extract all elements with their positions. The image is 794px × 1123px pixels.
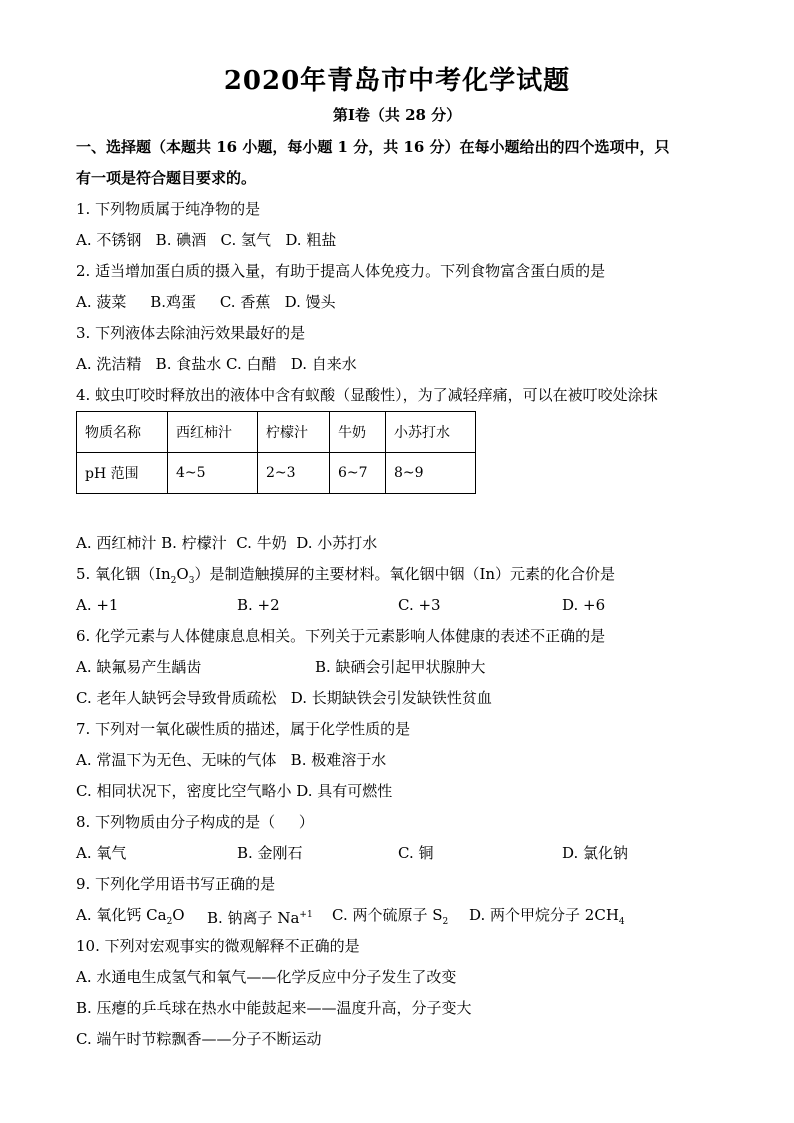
q5-option-a: A. +1 — [76, 596, 119, 614]
q5-option-c: C. +3 — [398, 596, 441, 614]
q8-option-a: A. 氧气 — [76, 844, 127, 862]
q8-stem: 8. 下列物质由分子构成的是（ ） — [76, 813, 314, 831]
q9-option-a-text: A. 氧化钙 Ca — [76, 906, 167, 924]
q3-options: A. 洗洁精 B. 食盐水 C. 白醋 D. 自来水 — [76, 355, 357, 373]
ph-table-cell: 4~5 — [168, 453, 258, 494]
q6-option-b: B. 缺硒会引起甲状腺肿大 — [315, 658, 486, 676]
ph-table-cell: 6~7 — [330, 453, 386, 494]
q9-option-d — [469, 905, 625, 932]
subscript: 2 — [166, 917, 173, 927]
q6-option-a: A. 缺氟易产生龋齿 — [76, 658, 202, 676]
section-heading-line1: 一、选择题（本题共 16 小题，每小题 1 分，共 16 分）在每小题给出的四个选项中，只 — [76, 138, 670, 156]
exam-subtitle: 第Ⅰ卷（共 28 分） — [332, 106, 462, 124]
q5-stem-part: 5. 氧化铟（In — [76, 565, 171, 583]
q10-option-a: A. 水通电生成氢气和氧气——化学反应中分子发生了改变 — [76, 968, 457, 986]
q9-option-d-text: D. 两个甲烷分子 2CH — [469, 906, 619, 924]
ph-table-cell: 2~3 — [258, 453, 330, 494]
q9-option-a — [76, 905, 185, 932]
q8-option-b: B. 金刚石 — [237, 844, 303, 862]
q5-option-b: B. +2 — [237, 596, 280, 614]
q9-option-c — [332, 905, 448, 932]
q6-options-cd: C. 老年人缺钙会导致骨质疏松 D. 长期缺铁会引发缺铁性贫血 — [76, 689, 492, 707]
ph-table — [76, 411, 476, 494]
q9-options — [76, 905, 726, 925]
q4-stem: 4. 蚊虫叮咬时释放出的液体中含有蚁酸（显酸性），为了减轻痒痛，可以在被叮咬处涂抹 — [76, 386, 658, 404]
q6-stem: 6. 化学元素与人体健康息息相关。下列关于元素影响人体健康的表述不正确的是 — [76, 627, 606, 645]
q2-options: A. 菠菜 B.鸡蛋 C. 香蕉 D. 馒头 — [76, 293, 336, 311]
ph-table-header-cell: 小苏打水 — [386, 412, 476, 453]
ph-table-header-row — [77, 412, 476, 453]
exam-title: 2020年青岛市中考化学试题 — [223, 66, 571, 96]
q1-stem: 1. 下列物质属于纯净物的是 — [76, 200, 261, 218]
q7-stem: 7. 下列对一氧化碳性质的描述，属于化学性质的是 — [76, 720, 411, 738]
q5-stem-part: O — [176, 565, 189, 583]
q8-options — [76, 843, 726, 863]
ph-table-cell: pH 范围 — [77, 453, 168, 494]
q5-option-d: D. +6 — [562, 596, 606, 614]
ph-table-header-cell: 物质名称 — [77, 412, 168, 453]
q8-option-c: C. 铜 — [398, 844, 434, 862]
ph-table-header-cell: 牛奶 — [330, 412, 386, 453]
q10-stem: 10. 下列对宏观事实的微观解释不正确的是 — [76, 937, 360, 955]
q4-options: A. 西红柿汁 B. 柠檬汁 C. 牛奶 D. 小苏打水 — [76, 534, 378, 552]
q7-options-cd: C. 相同状况下，密度比空气略小 D. 具有可燃性 — [76, 782, 393, 800]
ph-table-header-cell: 西红柿汁 — [168, 412, 258, 453]
subscript: 2 — [442, 917, 449, 927]
q2-stem: 2. 适当增加蛋白质的摄入量，有助于提高人体免疫力。下列食物富含蛋白质的是 — [76, 262, 606, 280]
subscript: 4 — [618, 917, 625, 927]
q10-option-b: B. 压瘪的乒乓球在热水中能鼓起来——温度升高，分子变大 — [76, 999, 472, 1017]
q9-option-a-text: O — [172, 906, 185, 924]
ph-table-header-cell: 柠檬汁 — [258, 412, 330, 453]
q9-stem: 9. 下列化学用语书写正确的是 — [76, 875, 276, 893]
q9-option-b-text: B. 钠离子 Na — [207, 909, 300, 927]
q10-option-c: C. 端午时节粽飘香——分子不断运动 — [76, 1030, 322, 1048]
ph-table-data-row — [77, 453, 476, 494]
q9-option-c-text: C. 两个硫原子 S — [332, 906, 443, 924]
q7-options-ab: A. 常温下为无色、无味的气体 B. 极难溶于水 — [76, 751, 387, 769]
q9-option-b — [207, 905, 313, 928]
subscript: 2 — [170, 576, 177, 586]
q1-options: A. 不锈钢 B. 碘酒 C. 氢气 D. 粗盐 — [76, 231, 337, 249]
q3-stem: 3. 下列液体去除油污效果最好的是 — [76, 324, 306, 342]
q5-options — [76, 595, 726, 615]
ph-table-cell: 8~9 — [386, 453, 476, 494]
q5-stem-part: ）是制造触摸屏的主要材料。氧化铟中铟（In）元素的化合价是 — [194, 565, 616, 583]
q6-options-ab — [76, 657, 726, 677]
superscript: +1 — [299, 910, 313, 920]
q8-option-d: D. 氯化钠 — [562, 844, 629, 862]
subscript: 3 — [188, 576, 195, 586]
section-heading-line2: 有一项是符合题目要求的。 — [76, 169, 257, 187]
q5-stem — [76, 564, 615, 591]
